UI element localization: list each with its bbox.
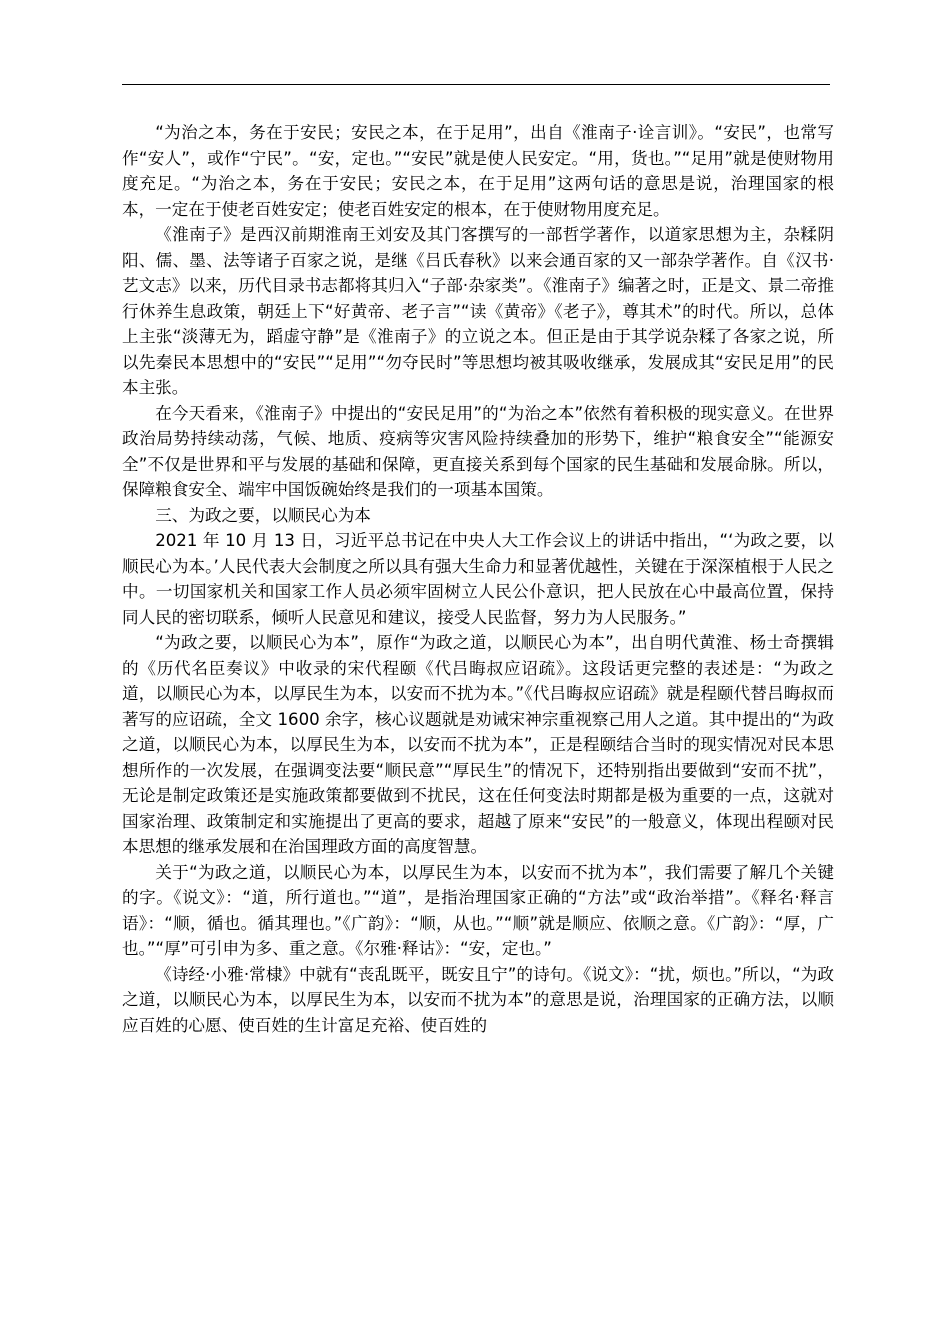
paragraph: 关于“为政之道，以顺民心为本，以厚民生为本，以安而不扰为本”，我们需要了解几个关键的字。《说文》：“道，所行道也。”“道”，是指治理国家正确的“方法”或“政治举措”。《释名·释言语》：“顺，循也。循其理也。”《广韵》：“顺，从也。”“顺”就是顺应、依顺之意。《广韵》：“厚，广也。”“厚”可引申为多、重之意。《尔雅·释诂》：“安，定也。” [122,862,834,958]
paragraph: 在今天看来，《淮南子》中提出的“安民足用”的“为治之本”依然有着积极的现实意义。在世界政治局势持续动荡，气候、地质、疫病等灾害风险持续叠加的形势下，维护“粮食安全”“能源安全”不仅是世界和平与发展的基础和保障，更直接关系到每个国家的民生基础和发展命脉。所以，保障粮食安全、端牢中国饭碗始终是我们的一项基本国策。 [122,403,834,499]
header-rule [122,84,830,85]
body-text [122,120,834,1038]
paragraph: 2021 年 10 月 13 日，习近平总书记在中央人大工作会议上的讲话中指出，“‘为政之要，以顺民心为本。’人民代表大会制度之所以具有强大生命力和显著优越性，关键在于深深植根于人民之中。一切国家机关和国家工作人员必须牢固树立人民公仆意识，把人民放在心中最高位置，保持同人民的密切联系，倾听人民意见和建议，接受人民监督，努力为人民服务。” [122,531,834,627]
section-heading: 三、为政之要，以顺民心为本 [155,505,371,525]
paragraph: 《淮南子》是西汉前期淮南王刘安及其门客撰写的一部哲学著作，以道家思想为主，杂糅阴阳、儒、墨、法等诸子百家之说，是继《吕氏春秋》以来会通百家的又一部杂学著作。自《汉书·艺文志》以来，历代目录书志都将其归入“子部·杂家类”。《淮南子》编著之时，正是文、景二帝推行休养生息政策，朝廷上下“好黄帝、老子言”“读《黄帝》《老子》，尊其术”的时代。所以，总体上主张“淡薄无为，蹈虚守静”是《淮南子》的立说之本。但正是由于其学说杂糅了各家之说，所以先秦民本思想中的“安民”“足用”“勿夺民时”等思想均被其吸收继承，发展成其“安民足用”的民本主张。 [122,225,834,397]
paragraph: “为治之本，务在于安民；安民之本，在于足用”，出自《淮南子·诠言训》。“安民”，也常写作“安人”，或作“宁民”。“安，定也。”“安民”就是使人民安定。“用，货也。”“足用”就是使财物用度充足。“为治之本，务在于安民；安民之本，在于足用”这两句话的意思是说，治理国家的根本，一定在于使老百姓安定；使老百姓安定的根本，在于使财物用度充足。 [122,123,834,219]
paragraph: “为政之要，以顺民心为本”，原作“为政之道，以顺民心为本”，出自明代黄淮、杨士奇撰辑的《历代名臣奏议》中收录的宋代程颐《代吕晦叔应诏疏》。这段话更完整的表述是：“为政之道，以顺民心为本，以厚民生为本，以安而不扰为本。”《代吕晦叔应诏疏》就是程颐代替吕晦叔而著写的应诏疏，全文 1600 余字，核心议题就是劝诫宋神宗重视察己用人之道。其中提出的“为政之道，以顺民心为本，以厚民生为本，以安而不扰为本”，正是程颐结合当时的现实情况对民本思想所作的一次发展，在强调变法要“顺民意”“厚民生”的情况下，还特别指出要做到“安而不扰”，无论是制定政策还是实施政策都要做到不扰民，这在任何变法时期都是极为重要的一点，这就对国家治理、政策制定和实施提出了更高的要求，超越了原来“安民”的一般意义，体现出程颐对民本思想的继承发展和在治国理政方面的高度智慧。 [122,633,834,856]
paragraph: 《诗经·小雅·常棣》中就有“丧乱既平，既安且宁”的诗句。《说文》：“扰，烦也。”所以，“为政之道，以顺民心为本，以厚民生为本，以安而不扰为本”的意思是说，治理国家的正确方法，以顺应百姓的心愿、使百姓的生计富足充裕、使百姓的 [122,964,834,1035]
